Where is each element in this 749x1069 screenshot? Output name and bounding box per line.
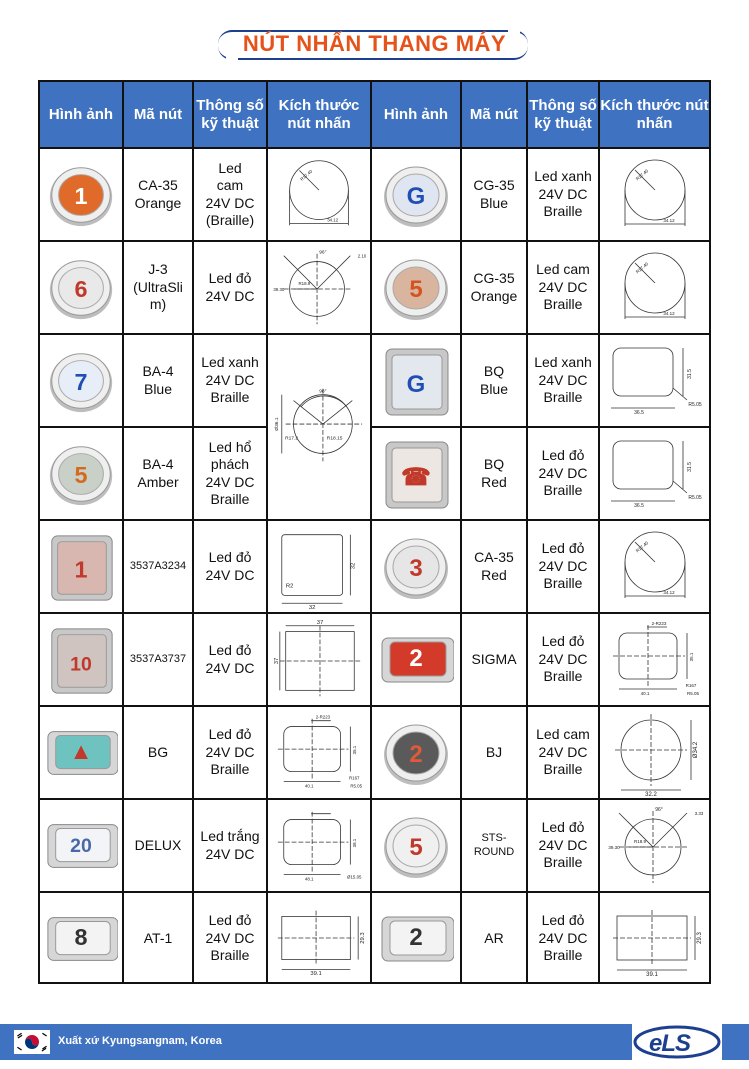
button-round-blue-g-icon: [378, 155, 454, 235]
product-spec-text: Led cam 24V DC Braille: [536, 261, 590, 313]
svg-text:96°: 96°: [654, 806, 663, 813]
product-spec-text: Led đỏ 24V DC: [205, 549, 255, 583]
product-spec: [528, 149, 600, 240]
svg-text:36.5: 36.5: [633, 502, 644, 509]
product-image: [372, 893, 462, 984]
product-image: [40, 800, 124, 891]
svg-text:R17.2: R17.2: [285, 436, 299, 442]
product-code: [462, 614, 528, 705]
product-code: [124, 800, 194, 891]
product-code-text: BJ: [485, 743, 503, 760]
svg-text:36.5: 36.5: [633, 409, 644, 416]
svg-text:5: 5: [409, 833, 423, 861]
svg-text:10: 10: [70, 653, 92, 676]
dimension-drawing: [600, 242, 709, 333]
button-square-10-icon: [44, 620, 118, 700]
svg-text:7: 7: [74, 368, 88, 395]
product-code-text: AR: [484, 929, 504, 946]
product-spec-text: Led đỏ 24V DC Braille: [538, 447, 588, 499]
svg-text:29.3: 29.3: [696, 931, 703, 944]
product-code: [124, 707, 194, 798]
button-round-blue-7-icon: [44, 341, 118, 421]
product-code-text: AT-1: [143, 929, 173, 946]
svg-text:1: 1: [74, 182, 88, 209]
product-code-text: CG-35 Blue: [473, 177, 515, 211]
svg-text:96°: 96°: [319, 250, 327, 256]
product-code-text: 3537A3737: [129, 652, 187, 665]
dimension-drawing: [600, 428, 709, 519]
svg-text:3.33: 3.33: [694, 810, 703, 816]
product-code: [124, 893, 194, 984]
product-image: [372, 614, 462, 705]
svg-text:20: 20: [70, 834, 92, 857]
product-image: [372, 800, 462, 891]
svg-text:2: 2: [409, 923, 423, 951]
product-code: [124, 242, 194, 333]
product-code-text: BG: [147, 743, 169, 760]
header-image: Hình ảnh: [40, 82, 124, 147]
product-spec: [528, 335, 600, 426]
product-code-text: BA-4 Blue: [142, 363, 174, 397]
table-row: [40, 612, 709, 705]
product-code-text: BQ Red: [481, 456, 507, 490]
dimension-drawing: [268, 335, 372, 519]
product-image: [40, 335, 124, 426]
button-rect-arrow-icon: [44, 713, 118, 793]
product-spec-text: Led đỏ 24V DC Braille: [205, 912, 255, 964]
dimension-diagram: [607, 896, 703, 982]
product-image: [40, 242, 124, 333]
svg-text:48.1: 48.1: [304, 875, 314, 881]
product-spec-text: Led trắng 24V DC: [200, 828, 260, 862]
button-rect-2-icon: [378, 899, 454, 979]
button-round-red-3-icon: [378, 527, 454, 607]
product-spec: [194, 614, 268, 705]
svg-text:Ø15.05: Ø15.05: [347, 873, 362, 879]
button-rect-20-icon: [44, 806, 118, 886]
product-code-text: SIGMA: [471, 650, 517, 667]
product-image: [372, 428, 462, 519]
svg-text:35.1: 35.1: [688, 652, 694, 661]
button-rect-red-2-icon: [378, 620, 454, 700]
product-code-text: J-3 (UltraSli m): [133, 261, 183, 313]
product-spec: [194, 521, 268, 612]
svg-text:R167: R167: [349, 774, 360, 780]
product-spec-text: Led xanh 24V DC Braille: [201, 354, 259, 406]
product-image: [40, 428, 124, 519]
table-row: [40, 798, 709, 891]
svg-text:5: 5: [409, 275, 423, 303]
product-table: [38, 80, 711, 984]
product-spec: [194, 707, 268, 798]
button-square-phone-icon: [378, 434, 454, 514]
svg-text:R5.05: R5.05: [686, 690, 699, 696]
svg-text:8: 8: [74, 923, 88, 950]
product-code: [124, 335, 194, 426]
svg-text:39.30: 39.30: [273, 286, 285, 292]
product-code: [124, 428, 194, 519]
svg-text:34.12: 34.12: [662, 589, 675, 595]
dimension-diagram: [272, 803, 366, 889]
header-size-2: Kích thước nút nhấn: [600, 82, 709, 147]
product-spec-text: Led đỏ 24V DC: [205, 642, 255, 676]
svg-text:37: 37: [316, 619, 324, 626]
svg-text:6: 6: [74, 275, 88, 302]
dimension-diagram: [272, 617, 366, 703]
product-code: [124, 149, 194, 240]
button-rect-8-icon: [44, 899, 118, 979]
svg-text:2: 2: [409, 644, 423, 672]
product-code-text: BQ Blue: [479, 363, 509, 397]
header-code: Mã nút: [124, 82, 194, 147]
svg-text:35.1: 35.1: [352, 745, 358, 754]
product-code: [462, 149, 528, 240]
product-code-text: STS-ROUND: [473, 831, 515, 858]
svg-text:39.30: 39.30: [607, 844, 620, 850]
product-code-text: CG-35 Orange: [470, 270, 518, 304]
svg-text:38.1: 38.1: [352, 838, 358, 847]
dimension-drawing: [268, 149, 372, 240]
table-row: [40, 705, 709, 798]
page-title: NÚT NHẤN THANG MÁY: [242, 31, 507, 56]
product-image: [372, 335, 462, 426]
product-code-text: 3537A3234: [129, 559, 187, 572]
product-image: [372, 707, 462, 798]
svg-text:R17.40: R17.40: [634, 167, 649, 181]
product-spec: [528, 242, 600, 333]
button-square-1-icon: [44, 527, 118, 607]
svg-text:Ø34.2: Ø34.2: [692, 741, 699, 758]
dimension-diagram: [607, 524, 703, 610]
product-spec-text: Led đỏ 24V DC Braille: [538, 540, 588, 592]
dimension-drawing: [268, 707, 372, 798]
product-code: [462, 428, 528, 519]
dimension-drawing: [268, 242, 372, 333]
button-round-orange-1-icon: [44, 155, 118, 235]
product-spec: [528, 707, 600, 798]
svg-text:G: G: [406, 182, 426, 210]
logo-text: eLS: [649, 1030, 691, 1057]
product-spec: [194, 893, 268, 984]
dimension-drawing: [268, 521, 372, 612]
dimension-diagram: [607, 245, 703, 331]
svg-text:40.1: 40.1: [304, 782, 314, 788]
svg-text:39.1: 39.1: [645, 971, 658, 978]
button-round-dark-2-icon: [378, 713, 454, 793]
dimension-diagram: [607, 152, 703, 238]
button-round-5-icon: [378, 806, 454, 886]
header-size: Kích thước nút nhấn: [268, 82, 372, 147]
product-image: [372, 521, 462, 612]
svg-text:R17.40: R17.40: [299, 168, 314, 182]
product-spec-text: Led đỏ 24V DC Braille: [538, 633, 588, 685]
svg-text:32: 32: [350, 562, 357, 569]
product-spec: [194, 149, 268, 240]
origin-text: Xuất xứ Kyungsangnam, Korea: [58, 1035, 222, 1047]
svg-text:32.2: 32.2: [644, 791, 657, 796]
svg-text:40.1: 40.1: [640, 690, 649, 696]
dimension-drawing: [600, 707, 709, 798]
product-image: [40, 707, 124, 798]
dimension-diagram: [607, 803, 703, 889]
dimension-drawing: [600, 521, 709, 612]
dimension-drawing: [600, 335, 709, 426]
product-spec: [194, 428, 268, 519]
product-code: [124, 614, 194, 705]
svg-text:2.10: 2.10: [357, 253, 366, 259]
dimension-drawing: [268, 614, 372, 705]
svg-text:29.3: 29.3: [360, 931, 366, 944]
svg-text:Ø36.1: Ø36.1: [274, 417, 280, 431]
title-area: [0, 26, 749, 66]
svg-text:37: 37: [273, 657, 280, 664]
svg-text:31.5: 31.5: [686, 461, 693, 472]
dimension-diagram: [272, 710, 366, 796]
table-row: [40, 240, 709, 333]
svg-text:5: 5: [74, 461, 88, 488]
svg-text:R18.9: R18.9: [298, 280, 311, 286]
header-code-2: Mã nút: [462, 82, 528, 147]
svg-text:R17.40: R17.40: [634, 539, 649, 553]
product-spec: [528, 521, 600, 612]
svg-text:39.1: 39.1: [310, 970, 322, 977]
product-image: [372, 149, 462, 240]
button-round-orange-5-icon: [378, 248, 454, 328]
svg-text:3: 3: [409, 554, 423, 582]
button-square-blue-g-icon: [378, 341, 454, 421]
table-row: [40, 519, 709, 612]
dimension-diagram: [272, 524, 366, 610]
product-code: [462, 521, 528, 612]
product-image: [40, 149, 124, 240]
product-code: [462, 893, 528, 984]
product-image: [372, 242, 462, 333]
dimension-diagram: [272, 245, 366, 331]
dimension-drawing: [268, 893, 372, 984]
product-spec-text: Led đỏ 24V DC Braille: [538, 819, 588, 871]
dimension-diagram: [272, 352, 366, 502]
dimension-drawing: [600, 149, 709, 240]
dimension-drawing: [600, 893, 709, 984]
product-code: [462, 242, 528, 333]
svg-text:34.12: 34.12: [662, 217, 675, 223]
product-code-text: CA-35 Orange: [134, 177, 182, 211]
svg-text:31.5: 31.5: [686, 368, 693, 379]
product-image: [40, 614, 124, 705]
header-spec: Thông số kỹ thuật: [194, 82, 268, 147]
svg-text:R2: R2: [285, 583, 294, 590]
svg-text:☎: ☎: [401, 463, 431, 491]
dimension-drawing: [268, 800, 372, 891]
svg-text:34.12: 34.12: [662, 310, 675, 316]
table-row: [40, 333, 709, 442]
product-spec: [528, 614, 600, 705]
svg-text:R17.40: R17.40: [634, 260, 649, 274]
product-spec-text: Led xanh 24V DC Braille: [534, 168, 592, 220]
header-image-2: Hình ảnh: [372, 82, 462, 147]
svg-text:32: 32: [308, 604, 316, 610]
dimension-drawing: [600, 614, 709, 705]
svg-text:98°: 98°: [319, 389, 327, 395]
svg-text:▲: ▲: [69, 737, 93, 764]
product-image: [40, 893, 124, 984]
button-oval-6-icon: [44, 248, 118, 328]
footer-bar: [0, 1024, 749, 1060]
svg-text:2-R223: 2-R223: [315, 714, 331, 720]
product-code: [462, 800, 528, 891]
product-spec-text: Led cam 24V DC Braille: [536, 726, 590, 778]
dimension-diagram: [607, 617, 703, 703]
product-code-text: DELUX: [134, 836, 182, 853]
svg-text:R167: R167: [685, 682, 696, 688]
product-spec-text: Led đỏ 24V DC Braille: [538, 912, 588, 964]
product-image: [40, 521, 124, 612]
dimension-diagram: [607, 431, 703, 517]
product-code-text: CA-35 Red: [474, 549, 514, 583]
product-spec: [528, 893, 600, 984]
product-spec-text: Led đỏ 24V DC Braille: [205, 726, 255, 778]
svg-text:2-R223: 2-R223: [651, 620, 666, 626]
svg-text:R5.05: R5.05: [687, 401, 702, 408]
product-spec-text: Led xanh 24V DC Braille: [534, 354, 592, 406]
product-spec-text: Led hổ phách 24V DC Braille: [205, 438, 255, 507]
svg-text:34.12: 34.12: [327, 216, 339, 222]
svg-text:R18.15: R18.15: [326, 436, 343, 442]
product-spec: [194, 242, 268, 333]
product-spec: [194, 335, 268, 426]
product-code: [462, 335, 528, 426]
korea-flag-icon: [14, 1030, 50, 1054]
product-spec-text: Led cam 24V DC (Braille): [205, 159, 255, 228]
dimension-diagram: [607, 710, 703, 796]
button-round-amber-5-icon: [44, 434, 118, 514]
product-spec: [528, 800, 600, 891]
product-code-text: BA-4 Amber: [137, 456, 179, 490]
product-spec: [528, 428, 600, 519]
table-row: [40, 147, 709, 240]
svg-text:G: G: [406, 370, 426, 398]
dimension-drawing: [600, 800, 709, 891]
product-spec-text: Led đỏ 24V DC: [205, 270, 255, 304]
product-code: [462, 707, 528, 798]
svg-text:2: 2: [409, 740, 423, 768]
product-spec: [194, 800, 268, 891]
table-row: [40, 426, 709, 519]
svg-text:R18.9: R18.9: [633, 838, 646, 844]
dimension-diagram: [607, 338, 703, 424]
svg-text:R5.05: R5.05: [687, 494, 702, 501]
dimension-diagram: [272, 152, 366, 238]
table-row: [40, 891, 709, 984]
product-code: [124, 521, 194, 612]
svg-text:R5.05: R5.05: [350, 782, 363, 788]
header-spec-2: Thông số kỹ thuật: [528, 82, 600, 147]
svg-text:1: 1: [74, 556, 88, 583]
dimension-diagram: [272, 896, 366, 982]
